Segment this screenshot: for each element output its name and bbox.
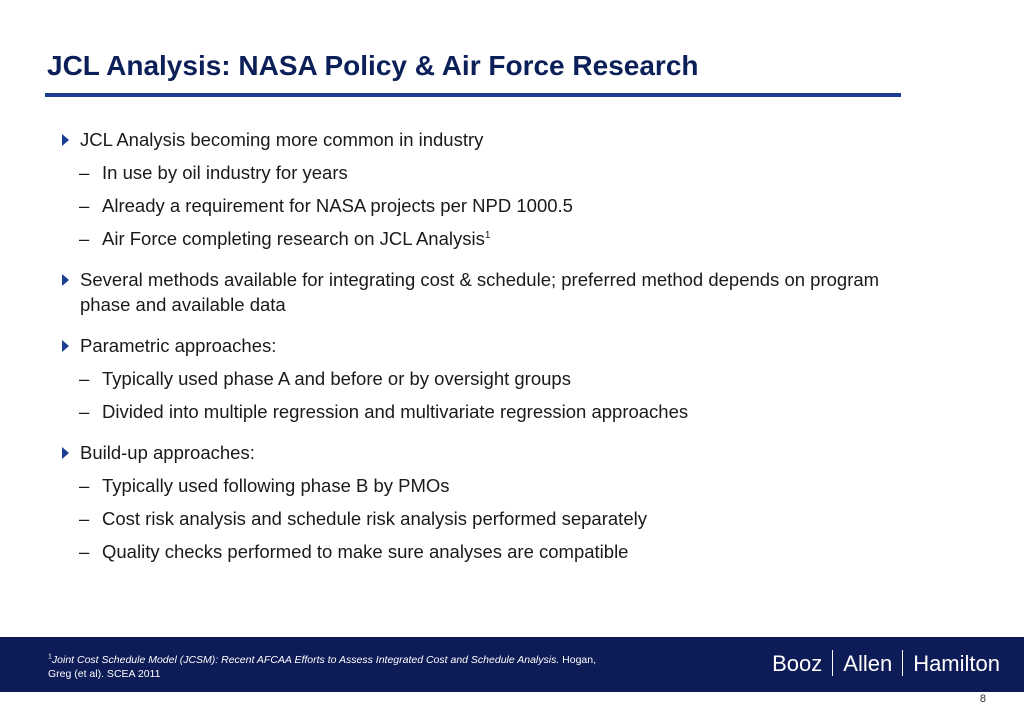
page-number: 8 [979,693,986,705]
sub-bullet-text: Divided into multiple regression and multivariate regression approaches [102,401,689,422]
company-logo [772,650,1000,677]
footnote-marker: 1 [484,229,491,241]
dash-marker: – [79,162,90,183]
sub-bullet-item [62,399,932,424]
bullet-text: Several methods available for integrating cost & schedule; preferred method depends on program phase and available data [80,269,880,315]
sub-bullet-text: In use by oil industry for years [102,162,348,183]
sub-bullet-text: Cost risk analysis and schedule risk analysis performed separately [102,508,647,529]
sub-bullet-item [62,160,932,185]
sub-bullet-text: Air Force completing research on JCL Analysis [102,228,485,249]
sub-bullet-item [62,193,932,218]
dash-marker: – [79,228,90,249]
dash-marker: – [79,508,90,529]
bullet-item [62,267,932,317]
footnote [48,653,608,681]
sub-bullet-item [62,226,932,251]
footnote-citation-rest: Hogan, Greg (et al). SCEA 2011 [48,654,597,680]
right-triangle-arrow-icon [62,447,69,459]
dash-marker: – [79,368,90,389]
sub-bullet-item [62,539,932,564]
bullet-text: Parametric approaches: [80,335,277,356]
bullet-item [62,440,932,465]
logo-word: Booz [772,651,823,676]
bullet-text: Build-up approaches: [80,442,255,463]
title-underline [45,93,901,97]
logo-divider [902,650,903,676]
sub-bullet-text: Quality checks performed to make sure analyses are compatible [102,541,629,562]
dash-marker: – [79,195,90,216]
bullet-text: JCL Analysis becoming more common in industry [80,129,484,150]
right-triangle-arrow-icon [62,340,69,352]
sub-bullet-text: Typically used following phase B by PMOs [102,475,450,496]
sub-bullet-item [62,366,932,391]
bullet-item [62,333,932,358]
right-triangle-arrow-icon [62,134,69,146]
slide-title: JCL Analysis: NASA Policy & Air Force Research [47,50,699,81]
footnote-citation-title: Joint Cost Schedule Model (JCSM): Recent AFCAA Efforts to Assess Integrated Cost and Schedule Analysis. [51,654,560,666]
sub-bullet-item [62,506,932,531]
sub-bullet-item [62,473,932,498]
logo-word: Hamilton [913,651,1000,676]
right-triangle-arrow-icon [62,274,69,286]
logo-divider [832,650,833,676]
dash-marker: – [79,541,90,562]
dash-marker: – [79,401,90,422]
footnote-number: 1 [48,653,52,661]
slide-body [62,127,932,572]
footer-bar [0,637,1024,692]
logo-word: Allen [843,651,893,676]
bullet-item [62,127,932,152]
dash-marker: – [79,475,90,496]
sub-bullet-text: Already a requirement for NASA projects per NPD 1000.5 [102,195,573,216]
sub-bullet-text: Typically used phase A and before or by oversight groups [102,368,571,389]
